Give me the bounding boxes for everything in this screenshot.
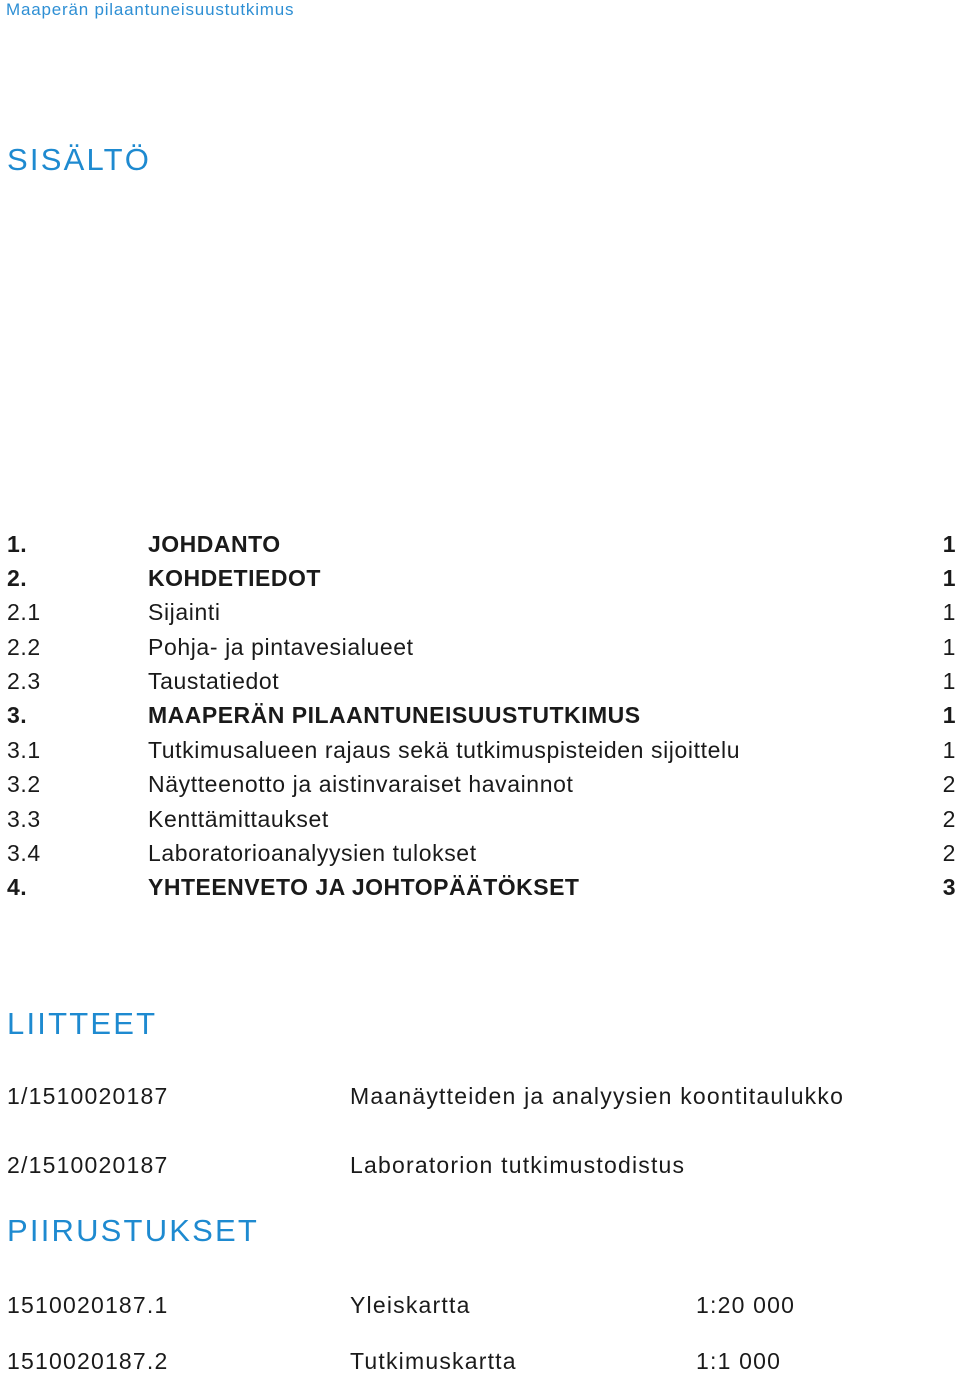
toc-title: Tutkimusalueen rajaus sekä tutkimuspisteiden sijoittelu	[148, 737, 741, 763]
toc-row[interactable]	[0, 702, 960, 736]
toc-number: 3.4	[7, 840, 41, 866]
toc-row[interactable]	[0, 634, 960, 668]
toc-page: 1	[942, 668, 956, 694]
toc-number: 3.2	[7, 771, 41, 797]
toc-number: 2.1	[7, 599, 41, 625]
attachment-description: Laboratorion tutkimustodistus	[350, 1152, 686, 1178]
toc-page: 1	[942, 737, 956, 763]
toc-row[interactable]	[0, 771, 960, 805]
toc-title: Näytteenotto ja aistinvaraiset havainnot	[148, 771, 574, 797]
toc-page: 1	[942, 565, 956, 591]
toc-title: KOHDETIEDOT	[148, 565, 321, 591]
toc-title: Sijainti	[148, 599, 221, 625]
attachment-code: 2/1510020187	[7, 1152, 169, 1178]
toc-page: 1	[942, 702, 956, 728]
toc-row[interactable]	[0, 806, 960, 840]
toc-row[interactable]	[0, 565, 960, 599]
toc-row[interactable]	[0, 874, 960, 908]
attachment-code: 1/1510020187	[7, 1083, 169, 1109]
toc-title: Taustatiedot	[148, 668, 280, 694]
drawing-row[interactable]	[0, 1292, 960, 1326]
drawing-code: 1510020187.1	[7, 1292, 169, 1318]
toc-page: 1	[942, 599, 956, 625]
toc-number: 2.3	[7, 668, 41, 694]
toc-number: 3.3	[7, 806, 41, 832]
toc-page: 2	[942, 806, 956, 832]
attachments-heading: LIITTEET	[7, 1006, 158, 1041]
toc-row[interactable]	[0, 531, 960, 565]
toc-title: Kenttämittaukset	[148, 806, 329, 832]
toc-page: 1	[942, 634, 956, 660]
toc-heading: SISÄLTÖ	[7, 142, 152, 177]
toc-row[interactable]	[0, 737, 960, 771]
toc-number: 1.	[7, 531, 28, 557]
toc-title: YHTEENVETO JA JOHTOPÄÄTÖKSET	[148, 874, 580, 900]
drawings-heading: PIIRUSTUKSET	[7, 1213, 260, 1248]
running-header: Maaperän pilaantuneisuustutkimus	[6, 0, 295, 19]
toc-page: 2	[942, 771, 956, 797]
toc-number: 3.1	[7, 737, 41, 763]
toc-title: MAAPERÄN PILAANTUNEISUUSTUTKIMUS	[148, 702, 641, 728]
toc-title: Pohja- ja pintavesialueet	[148, 634, 414, 660]
toc-number: 3.	[7, 702, 28, 728]
toc-title: JOHDANTO	[148, 531, 281, 557]
toc-number: 2.2	[7, 634, 41, 660]
drawing-row[interactable]	[0, 1348, 960, 1382]
drawing-description: Yleiskartta	[350, 1292, 471, 1318]
drawing-scale: 1:1 000	[696, 1348, 782, 1374]
toc-page: 1	[942, 531, 956, 557]
toc-page: 3	[942, 874, 956, 900]
attachment-row[interactable]	[0, 1152, 960, 1186]
toc-title: Laboratorioanalyysien tulokset	[148, 840, 477, 866]
toc-number: 2.	[7, 565, 28, 591]
toc-row[interactable]	[0, 840, 960, 874]
toc-row[interactable]	[0, 668, 960, 702]
drawing-description: Tutkimuskartta	[350, 1348, 517, 1374]
toc-row[interactable]	[0, 599, 960, 633]
toc-page: 2	[942, 840, 956, 866]
attachment-row[interactable]	[0, 1083, 960, 1117]
drawing-scale: 1:20 000	[696, 1292, 796, 1318]
attachment-description: Maanäytteiden ja analyysien koontitaulukko	[350, 1083, 845, 1109]
drawing-code: 1510020187.2	[7, 1348, 169, 1374]
toc-number: 4.	[7, 874, 28, 900]
